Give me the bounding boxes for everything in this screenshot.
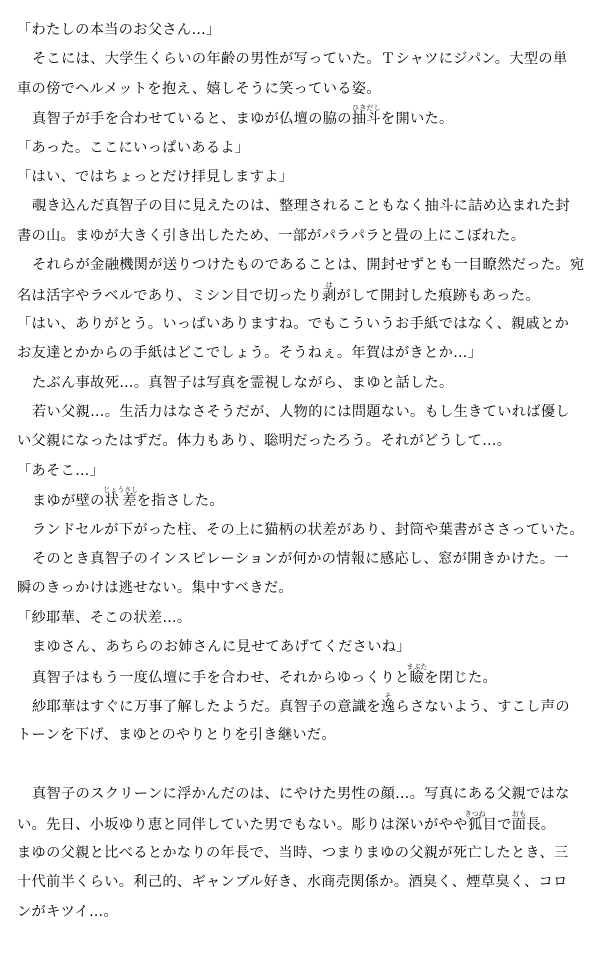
furigana: は bbox=[321, 280, 337, 289]
ruby-base: 剥 bbox=[321, 287, 337, 304]
ruby-word bbox=[321, 280, 337, 304]
text-line: それらが金融機関が送りつけたものであることは、開封せずとも一目瞭然だった。宛 bbox=[32, 257, 585, 274]
text-run: 目で bbox=[482, 816, 512, 833]
text-line bbox=[17, 104, 603, 133]
text-line: 覗き込んだ真智子の目に見えたのは、整理されることもなく抽斗に詰め込まれた封 bbox=[32, 198, 570, 215]
ruby-base: 面 bbox=[511, 816, 527, 833]
text-line: そのとき真智子のインスピレーションが何かの情報に感応し、窓が開きかけた。一 bbox=[32, 551, 569, 568]
text-run: い。先日、小坂ゆり恵と同伴していた男でもない。彫りは深いがやや bbox=[17, 816, 468, 833]
text-run: がして開封した痕跡もあった。 bbox=[336, 287, 540, 304]
ruby-word bbox=[464, 809, 486, 833]
text-line: 「あそこ…」 bbox=[17, 462, 105, 479]
text-run: らさないよう、すこし声の bbox=[395, 698, 570, 715]
text-line: トーンを下げ、まゆとのやりとりを引き継いだ。 bbox=[17, 727, 336, 744]
text-run: 真智子はもう一度仏壇に手を合わせ、それからゆっくりと bbox=[32, 669, 410, 686]
text-line: 「はい、ありがとう。いっぱいありますね。でもこういうお手紙ではなく、親戚とか bbox=[17, 315, 570, 332]
text-run: 真智子が手を合わせていると、まゆが仏壇の脇の bbox=[32, 111, 352, 128]
text-line: 若い父親…。生活力はなさそうだが、人物的には問題ない。もし生きていれば優し bbox=[32, 404, 570, 421]
ruby-base: 狐 bbox=[464, 816, 486, 833]
text-run: を開いた。 bbox=[380, 111, 454, 128]
furigana: そ bbox=[380, 691, 396, 700]
text-line bbox=[17, 810, 603, 839]
text-line: たぶん事故死…。真智子は写真を霊視しながら、まゆと話した。 bbox=[32, 374, 454, 391]
ruby-base: 瞼 bbox=[406, 669, 428, 686]
text-line: 十代前半くらい。利己的、ギャンブル好き、水商売関係か。酒臭く、煙草臭く、コロ bbox=[17, 874, 568, 891]
ruby-word bbox=[103, 486, 139, 510]
furigana: まぶた bbox=[406, 662, 428, 671]
text-line bbox=[17, 281, 603, 310]
ruby-base: 抽斗 bbox=[351, 111, 381, 128]
text-line: 「あった。ここにいっぱいあるよ」 bbox=[17, 139, 250, 156]
text-run: を閉じた。 bbox=[424, 669, 498, 686]
text-line: 書の山。まゆが大きく引き出したため、一部がパラパラと畳の上にこぼれた。 bbox=[17, 227, 526, 244]
text-line: 真智子のスクリーンに浮かんだのは、にやけた男性の顔…。写真にある父親ではな bbox=[32, 786, 570, 803]
text-line: ランドセルが下がった柱、その上に猫柄の状差があり、封筒や葉書がささっていた。 bbox=[32, 521, 585, 538]
furigana: じょうさし bbox=[103, 486, 139, 495]
text-line: 「はい、ではちょっとだけ拝見しますよ」 bbox=[17, 168, 294, 185]
text-line: 車の傍でヘルメットを抱え、嬉しそうに笑っている姿。 bbox=[17, 80, 381, 97]
furigana: おも bbox=[511, 809, 527, 818]
text-line: そこには、大学生くらいの年齢の男性が写っていた。Ｔシャツにジパン。大型の単 bbox=[32, 51, 568, 68]
text-run: 長。 bbox=[526, 816, 556, 833]
text-line: まゆさん、あちらのお姉さんに見せてあげてくださいね」 bbox=[32, 639, 411, 656]
furigana: ひきだし bbox=[351, 104, 381, 113]
text-run: 紗耶華はすぐに万事了解したようだ。真智子の意識を bbox=[32, 698, 381, 715]
text-line: 「わたしの本当のお父さん…」 bbox=[17, 22, 221, 38]
furigana: きつね bbox=[464, 809, 486, 818]
text-line bbox=[17, 692, 603, 721]
text-line: お友達とかからの手紙はどこでしょう。そうねぇ。年賀はがきとか…」 bbox=[17, 345, 483, 362]
text-line: ンがキツイ…。 bbox=[17, 903, 119, 920]
text-line: 瞬のきっかけは逃せない。集中すべきだ。 bbox=[17, 580, 293, 597]
blank-line bbox=[17, 751, 603, 780]
text-run: まゆが壁の bbox=[32, 493, 105, 510]
text-line: まゆの父親と比べるとかなりの年長で、当時、つまりまゆの父親が死亡したとき、三 bbox=[17, 844, 569, 861]
ruby-word bbox=[380, 691, 396, 715]
ruby-word bbox=[511, 809, 527, 833]
text-run: を指さした。 bbox=[136, 493, 224, 510]
ruby-word bbox=[351, 104, 381, 128]
text-line bbox=[17, 663, 603, 692]
text-line: い父親になったはずだ。体力もあり、聡明だったろう。それがどうして…。 bbox=[17, 433, 512, 450]
text-run: 名は活字やラベルであり、ミシン目で切ったり bbox=[17, 287, 322, 304]
ruby-base: 状差 bbox=[103, 493, 139, 510]
text-line: 「紗耶華、そこの状差…。 bbox=[17, 609, 192, 626]
ruby-word bbox=[406, 662, 428, 686]
text-line bbox=[17, 486, 603, 515]
ruby-base: 逸 bbox=[380, 698, 396, 715]
